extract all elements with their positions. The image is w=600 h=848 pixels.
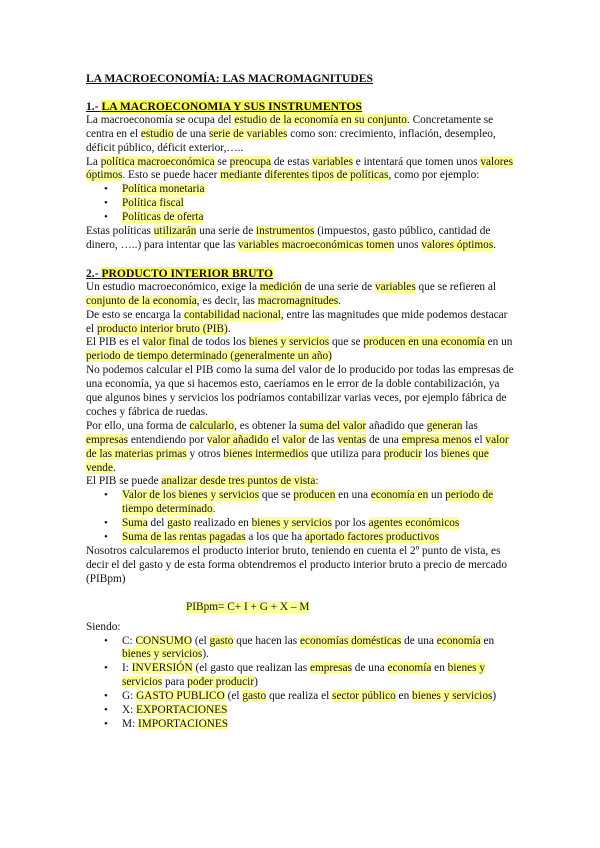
highlighted-text: Suma (122, 517, 148, 530)
highlighted-text: gasto (209, 634, 234, 647)
highlighted-text: economía en (370, 489, 429, 502)
paragraph (86, 336, 514, 364)
list-item-text: Política monetaria (122, 183, 205, 196)
text-run: que se (329, 336, 364, 349)
text-run: de una (173, 127, 209, 140)
pib-formula (86, 601, 514, 615)
text-run: (el (224, 690, 243, 703)
highlighted-text: conjunto de la economía (86, 294, 197, 307)
paragraph (86, 420, 514, 476)
text-run: e intentará que tomen unos (352, 155, 481, 168)
highlighted-text: bienes y servicios (251, 517, 332, 530)
highlighted-text: bienes y servicios (122, 648, 203, 661)
text-run: X: (122, 704, 137, 717)
highlighted-text: empresas (86, 433, 129, 446)
highlighted-text: Valor de los bienes y servicios (122, 489, 260, 502)
highlighted-text: agentes económicos (368, 517, 460, 530)
text-run: (impuestos, gasto público, cantidad de dinero, …..) para intentar que las (86, 225, 491, 251)
highlighted-text: estudio de la economía en su conjunto (234, 113, 407, 126)
list-item (86, 183, 514, 197)
text-run: las (462, 419, 478, 432)
highlighted-text: aportado factores productivos (304, 531, 440, 544)
paragraph (86, 475, 514, 489)
text-run: añadido que (366, 419, 427, 432)
text-run: . Esto se puede hacer (122, 169, 221, 182)
highlighted-text: mediante (220, 169, 262, 182)
text-run: el (471, 433, 486, 446)
policy-list (86, 183, 514, 225)
highlighted-text: variables (374, 280, 416, 293)
text-run: (el (192, 634, 210, 647)
text-run: ). (202, 648, 209, 661)
highlighted-text: economía (387, 662, 432, 675)
highlighted-text: empresas (309, 662, 352, 675)
paragraph (86, 364, 514, 420)
list-item-text: Políticas de oferta (122, 211, 204, 224)
list-item (86, 211, 514, 225)
list-item-text: Política fiscal (122, 197, 184, 210)
highlighted-text: macromagnitudes (257, 294, 339, 307)
text-run: de las (305, 433, 338, 446)
section-2-number: 2.- (86, 266, 102, 280)
highlighted-text: empresa menos (401, 433, 472, 446)
highlighted-text: preocupa (229, 155, 272, 168)
list-item (86, 197, 514, 211)
highlighted-text: bienes que vende (86, 447, 489, 474)
section-1-heading (86, 100, 514, 114)
text-run: realizado en (191, 517, 252, 530)
text-run: en (480, 634, 495, 647)
paragraph (86, 545, 514, 587)
text-run: para (162, 676, 188, 689)
text-run: los (422, 447, 441, 460)
highlighted-text: generan (426, 419, 463, 432)
paragraph (86, 281, 514, 309)
text-run: entendiendo por (128, 433, 207, 446)
text-run: en (431, 662, 448, 675)
text-run: . (227, 322, 231, 335)
list-item (86, 704, 514, 718)
text-run: . (493, 238, 497, 251)
highlighted-text: estudio (140, 127, 174, 140)
text-run: del (147, 517, 168, 530)
text-run: C: (122, 634, 136, 647)
highlighted-text: calcularlo (189, 419, 235, 432)
list-item (86, 718, 514, 732)
highlighted-text: contabilidad nacional (183, 308, 281, 321)
text-run: de estas (271, 155, 313, 168)
highlighted-text: medición (259, 280, 302, 293)
highlighted-text: periodo de tiempo determinado (122, 489, 494, 516)
text-run: un (428, 489, 446, 502)
highlighted-text: bienes intermedios (223, 447, 309, 460)
text-run: No podemos calcular el PIB como la suma del valor de lo producido por todas las empresas de una economía, ya que si hacemos esto, caeríamos en le error de la doble contabilización, ya que algunos bines y servicios los podríamos contabilizar varias veces, por ejemplo fábrica de coches y fábrica de ruedas. (86, 364, 514, 418)
highlighted-text: valor (282, 433, 306, 446)
highlighted-text: periodo de tiempo determinado (generalmente un año) (86, 350, 332, 363)
text-run: como son: crecimiento, inflación, desempleo, déficit público, déficit exterior,….. (86, 127, 496, 154)
document-body (86, 72, 514, 732)
highlighted-text: suma del valor (299, 419, 367, 432)
highlighted-text: bienes y servicios (412, 690, 493, 703)
highlighted-text: valor de las materias primas (86, 433, 509, 460)
text-run: que se (259, 489, 294, 502)
text-run: que realiza el (266, 690, 333, 703)
text-run: . Concretamente se centra en el (86, 113, 494, 140)
text-run: que se refieren al (415, 280, 497, 293)
highlighted-text: gasto (242, 690, 267, 703)
text-run: . (338, 294, 341, 307)
section-2-title: PRODUCTO INTERIOR BRUTO (101, 266, 274, 280)
text-run: Estas políticas (86, 225, 154, 238)
highlighted-text: producir (383, 447, 423, 460)
text-run: , como por ejemplo: (388, 169, 480, 182)
text-run: de una serie de (301, 280, 375, 293)
text-run: que utiliza para (308, 447, 384, 460)
paragraph (86, 156, 514, 184)
highlighted-text: EXPORTACIONES (136, 704, 228, 717)
highlighted-text: economía (436, 634, 481, 647)
text-run: Por ello, una forma de (86, 419, 190, 432)
text-run: en (395, 690, 413, 703)
list-item (86, 635, 514, 663)
text-run: de una (401, 634, 437, 647)
text-run: Un estudio macroeconómico, exige la (86, 280, 260, 293)
text-run: La macroeconomía se ocupa del (86, 113, 235, 126)
highlighted-text: valores óptimos (86, 155, 513, 182)
formula-text: PIBpm= C+ I + G + X – M (186, 600, 310, 613)
section-1-number: 1.- (86, 99, 102, 113)
formula-terms-list (86, 635, 514, 732)
highlighted-text: gasto (167, 517, 192, 530)
highlighted-text: diferentes tipos de políticas (264, 169, 389, 182)
highlighted-text: producen en una economía (363, 336, 485, 349)
text-run: I: (122, 662, 132, 675)
highlighted-text: variables (312, 155, 353, 168)
text-run: , es decir, las (196, 294, 258, 307)
text-run: La (86, 155, 101, 168)
text-run: una serie de (196, 225, 257, 238)
list-item (86, 690, 514, 704)
highlighted-text: producen (293, 489, 336, 502)
text-run: , entre las magnitudes que mide podemos destacar el (86, 308, 508, 335)
list-item (86, 489, 514, 517)
text-run: G: (122, 690, 137, 703)
text-run: ) (254, 676, 258, 689)
list-item (86, 531, 514, 545)
text-run: De esto se encarga la (86, 308, 184, 321)
highlighted-text: ventas (337, 433, 367, 446)
text-run: : (315, 475, 319, 488)
text-run: , es obtener la (234, 419, 300, 432)
text-run: que hacen las (233, 634, 300, 647)
text-run: de todos los (189, 336, 249, 349)
highlighted-text: IMPORTACIONES (138, 717, 229, 730)
text-run: a los que ha (245, 531, 305, 544)
text-run: y otros (186, 447, 224, 460)
text-run: se (214, 155, 230, 168)
text-run: . (112, 461, 116, 474)
text-run: El PIB es el (86, 336, 143, 349)
highlighted-text: serie de variables (208, 127, 288, 140)
highlighted-text: valor añadido (206, 433, 269, 446)
text-run: M: (122, 717, 139, 730)
text-run: . (212, 503, 216, 516)
highlighted-text: Suma de las rentas pagadas (122, 531, 246, 544)
list-item (86, 517, 514, 531)
highlighted-text: sector público (332, 690, 396, 703)
text-run: en una (335, 489, 371, 502)
highlighted-text: INVERSIÓN (131, 662, 193, 675)
highlighted-text: bienes y servicios (248, 336, 330, 349)
text-run: de una (351, 662, 388, 675)
highlighted-text: utilizarán (153, 225, 197, 238)
text-run: de una (366, 433, 402, 446)
text-run: por los (331, 517, 369, 530)
highlighted-text: valor final (142, 336, 190, 349)
highlighted-text: bienes y servicios (122, 662, 486, 689)
text-run: (el gasto que realizan las (192, 662, 310, 675)
section-1-title: LA MACROECONOMIA Y SUS INSTRUMENTOS (101, 99, 362, 113)
text-run: Nosotros calcularemos el producto interior bruto, teniendo en cuenta el 2º punto de vista, es decir el del gasto y de esta forma obtendremos el producto interior bruto a precio de mercado (PIBpm) (86, 545, 507, 585)
section-2-heading (86, 267, 514, 281)
highlighted-text: economías domésticas (299, 634, 402, 647)
highlighted-text: producto interior bruto (PIB) (96, 322, 228, 335)
highlighted-text: instrumentos (256, 225, 315, 238)
highlighted-text: GASTO PUBLICO (136, 690, 225, 703)
text-run: unos (394, 238, 422, 251)
highlighted-text: valores óptimos (421, 238, 494, 251)
paragraph (86, 225, 514, 253)
text-run: ) (492, 690, 497, 703)
list-item (86, 662, 514, 690)
text-run: El PIB se puede (86, 475, 162, 488)
text-run: el (268, 433, 283, 446)
highlighted-text: analizar desde tres puntos de vista (161, 475, 316, 488)
highlighted-text: poder producir (187, 676, 255, 689)
paragraph (86, 309, 514, 337)
viewpoint-list (86, 489, 514, 545)
text-run: en un (484, 336, 513, 349)
paragraph (86, 114, 514, 156)
siendo-label: Siendo: (86, 620, 121, 633)
highlighted-text: CONSUMO (135, 634, 192, 647)
document-title: LA MACROECONOMÍA: LAS MACROMAGNITUDES (86, 72, 373, 85)
highlighted-text: variables macroeconómicas tomen (238, 238, 395, 251)
highlighted-text: política macroeconómica (100, 155, 215, 168)
